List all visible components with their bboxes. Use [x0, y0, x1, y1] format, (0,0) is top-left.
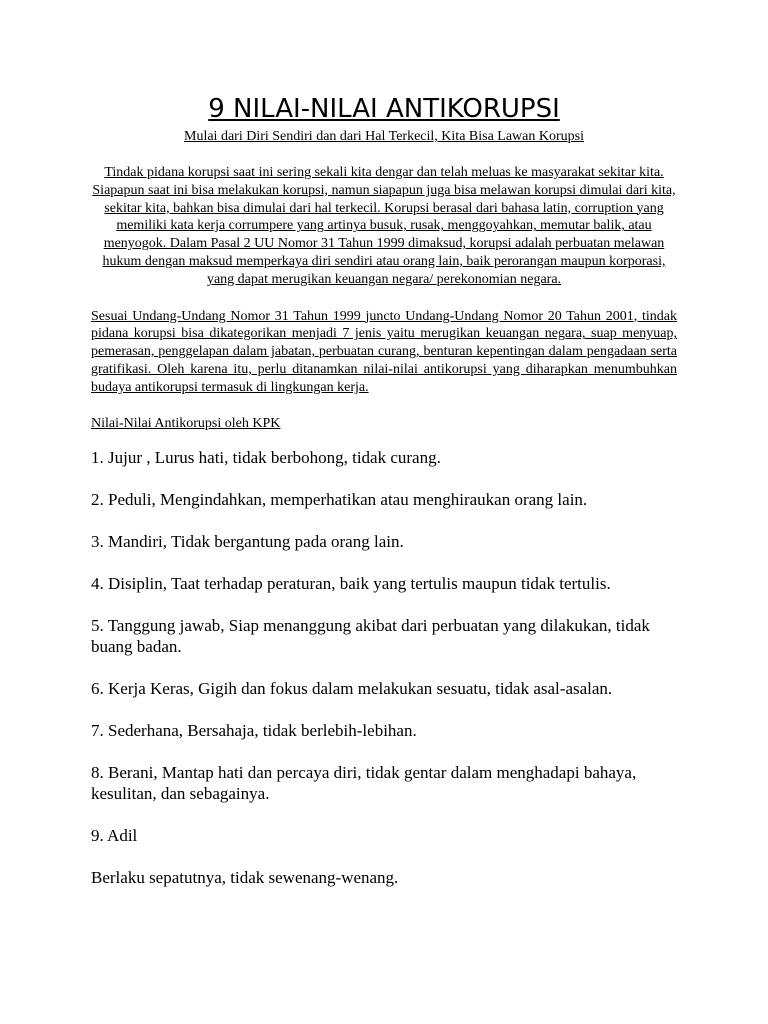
- value-item-9: 9. Adil: [91, 825, 138, 845]
- kpk-values-heading: Nilai-Nilai Antikorupsi oleh KPK: [91, 415, 281, 431]
- value-item-7: 7. Sederhana, Bersahaja, tidak berlebih-lebihan.: [91, 720, 417, 740]
- document-page: [91, 92, 677, 888]
- value-item-3: 3. Mandiri, Tidak bergantung pada orang lain.: [91, 531, 404, 551]
- value-item-4: 4. Disiplin, Taat terhadap peraturan, baik yang tertulis maupun tidak tertulis.: [91, 573, 611, 593]
- value-item-6: 6. Kerja Keras, Gigih dan fokus dalam melakukan sesuatu, tidak asal-asalan.: [91, 678, 613, 698]
- values-list: [91, 447, 677, 846]
- document-subtitle: Mulai dari Diri Sendiri dan dari Hal Terkecil, Kita Bisa Lawan Korupsi: [184, 129, 584, 144]
- value-item-8: 8. Berani, Mantap hati dan percaya diri, tidak gentar dalam menghadapi bahaya, kesulitan, dan sebagainya.: [91, 762, 637, 803]
- value-item-2: 2. Peduli, Mengindahkan, memperhatikan atau menghiraukan orang lain.: [91, 489, 588, 509]
- law-paragraph: Sesuai Undang-Undang Nomor 31 Tahun 1999 juncto Undang-Undang Nomor 20 Tahun 2001, tindak pidana korupsi bisa dikategorikan menjadi 7 jenis yaitu merugikan keuangan negara, suap menyuap, pemerasan, penggelapan dalam jabatan, perbuatan curang, benturan kepentingan dalam pengadaan serta gratifikasi. Oleh karena itu, perlu ditanamkan nilai-nilai antikorupsi yang diharapkan menumbuhkan budaya antikorupsi termasuk di lingkungan kerja.: [91, 308, 677, 395]
- intro-paragraph: Tindak pidana korupsi saat ini sering sekali kita dengar dan telah meluas ke masyarakat sekitar kita. Siapapun saat ini bisa melakukan korupsi, namun siapapun juga bisa melawan korupsi dimulai dari kita, sekitar kita, bahkan bisa dimulai dari hal terkecil. Korupsi berasal dari bahasa latin, corruption yang memiliki kata kerja corrumpere yang artinya busuk, rusak, menggoyahkan, memutar balik, atau menyogok. Dalam Pasal 2 UU Nomor 31 Tahun 1999 dimaksud, korupsi adalah perbuatan melawan hukum dengan maksud memperkaya diri sendiri atau orang lain, baik perorangan maupun korporasi, yang dapat merugikan keuangan negara/ perekonomian negara.: [92, 165, 676, 287]
- document-title: 9 NILAI-NILAI ANTIKORUPSI: [208, 94, 560, 124]
- closing-line: Berlaku sepatutnya, tidak sewenang-wenang.: [91, 867, 399, 887]
- value-item-1: 1. Jujur , Lurus hati, tidak berbohong, tidak curang.: [91, 447, 441, 467]
- value-item-5: 5. Tanggung jawab, Siap menanggung akibat dari perbuatan yang dilakukan, tidak buang badan.: [91, 615, 650, 656]
